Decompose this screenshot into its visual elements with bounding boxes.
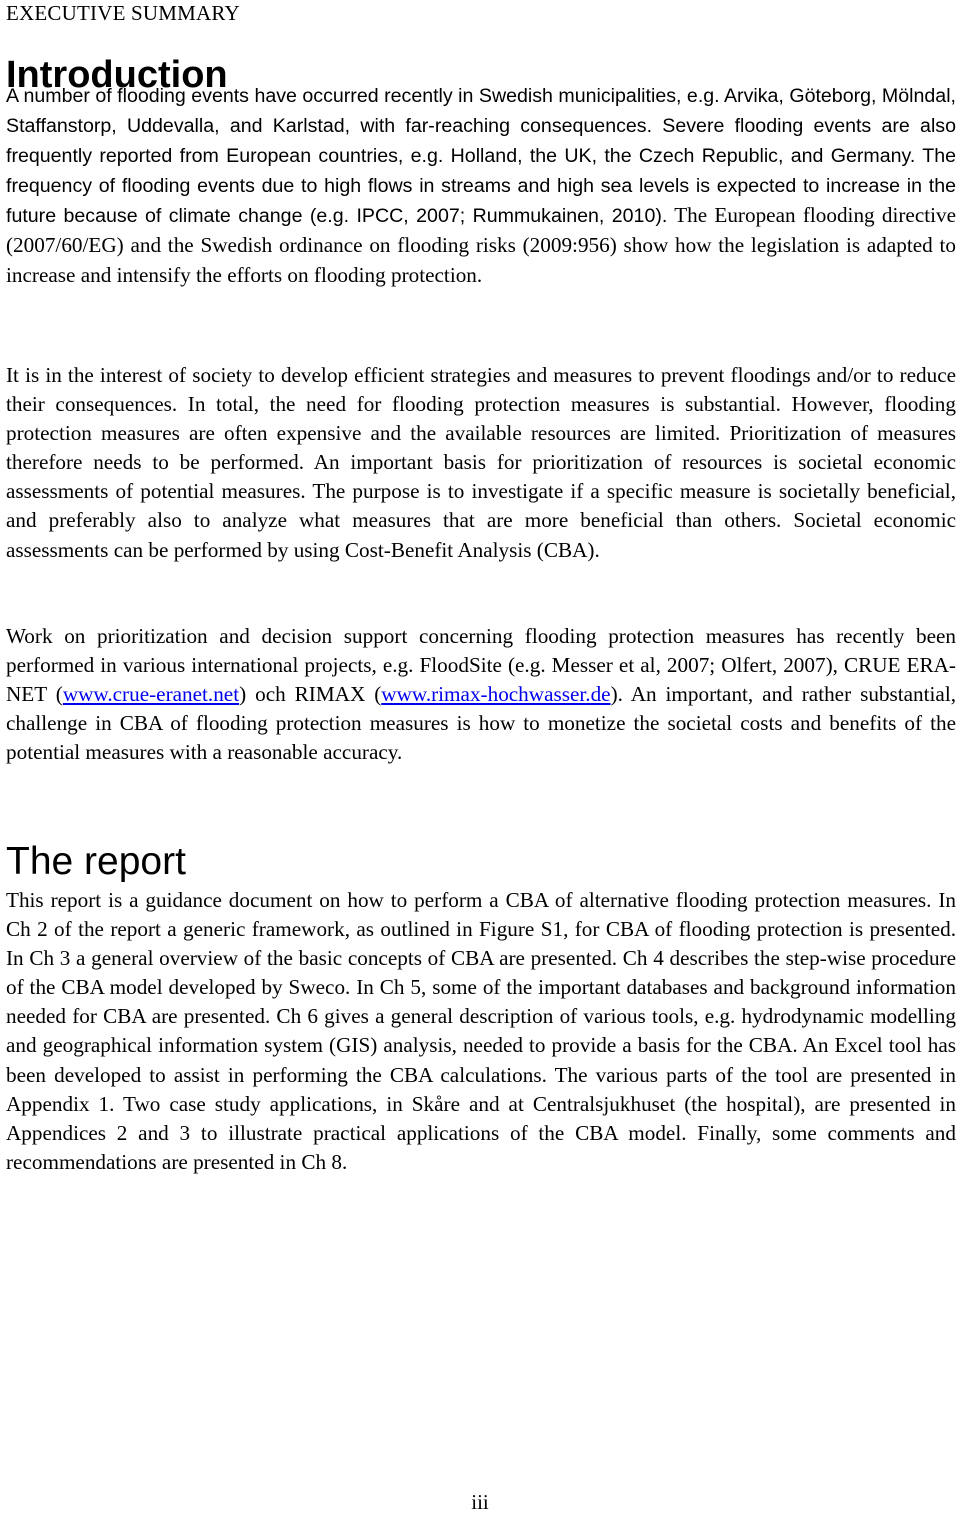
- page-number: iii: [471, 1490, 489, 1514]
- paragraph-3-text-c: ). An important, and rather substantial, challenge in CBA of flooding protection measures is how to monetize the societal costs and benefits of the potential measures with a reasonable accuracy.: [6, 682, 957, 765]
- introduction-heading: Introduction: [6, 54, 228, 96]
- paragraph-3-text-b: ) och RIMAX (: [239, 682, 382, 707]
- crue-eranet-link[interactable]: www.crue-eranet.net: [62, 682, 240, 707]
- introduction-paragraph-1: [6, 81, 956, 290]
- paragraph-3-text-a: Work on prioritization and decision support concerning flooding protection measures has recently been performed in various international projects, e.g. FloodSite (e.g. Messer et al, 2007; Olfert, 2007), CRUE ERA-NET (: [6, 624, 956, 707]
- introduction-paragraph-1-serif: The European flooding directive (2007/60/EG) and the Swedish ordinance on flooding risks (2009:956) show how the legislation is adapted to increase and intensify the efforts on flooding protection.: [6, 203, 957, 287]
- rimax-link[interactable]: www.rimax-hochwasser.de: [381, 682, 611, 707]
- report-paragraph-1: This report is a guidance document on how to perform a CBA of alternative flooding protection measures. In Ch 2 of the report a generic framework, as outlined in Figure S1, for CBA of flooding protection is presented. In Ch 3 a general overview of the basic concepts of CBA are presented. Ch 4 describes the step-wise procedure of the CBA model developed by Sweco. In Ch 5, some of the important databases and background information needed for CBA are presented. Ch 6 gives a general description of various tools, e.g. hydrodynamic modelling and geographical information system (GIS) analysis, needed to provide a basis for the CBA. An Excel tool has been developed to assist in performing the CBA calculations. The various parts of the tool are presented in Appendix 1. Two case study applications, in Skåre and at Centralsjukhuset (the hospital), are presented in Appendices 2 and 3 to illustrate practical applications of the CBA model. Finally, some comments and recommendations are presented in Ch 8.: [6, 888, 956, 1174]
- report-heading: The report: [6, 840, 186, 883]
- introduction-paragraph-1-sans: A number of flooding events have occurred recently in Swedish municipalities, e.g. Arvika, Göteborg, Mölndal, Staffanstorp, Uddevalla, and Karlstad, with far-reaching consequences. Severe flooding events are also frequently reported from European countries, e.g. Holland, the UK, the Czech Republic, and Germany. The frequency of flooding events due to high flows in streams and high sea levels is expected to increase in the future because of climate change (e.g. IPCC, 2007; Rummukainen, 2010).: [6, 85, 956, 228]
- introduction-paragraph-3: [6, 622, 956, 767]
- introduction-paragraph-2: It is in the interest of society to develop efficient strategies and measures to prevent floodings and/or to reduce their consequences. In total, the need for flooding protection measures is substantial. However, flooding protection measures are often expensive and the available resources are limited. Prioritization of measures therefore needs to be performed. An important basis for prioritization of resources is societal economic assessments of potential measures. The purpose is to investigate if a specific measure is societally beneficial, and preferably also to analyze what measures that are more beneficial than others. Societal economic assessments can be performed by using Cost-Benefit Analysis (CBA).: [6, 363, 956, 562]
- running-header: EXECUTIVE SUMMARY: [6, 1, 240, 25]
